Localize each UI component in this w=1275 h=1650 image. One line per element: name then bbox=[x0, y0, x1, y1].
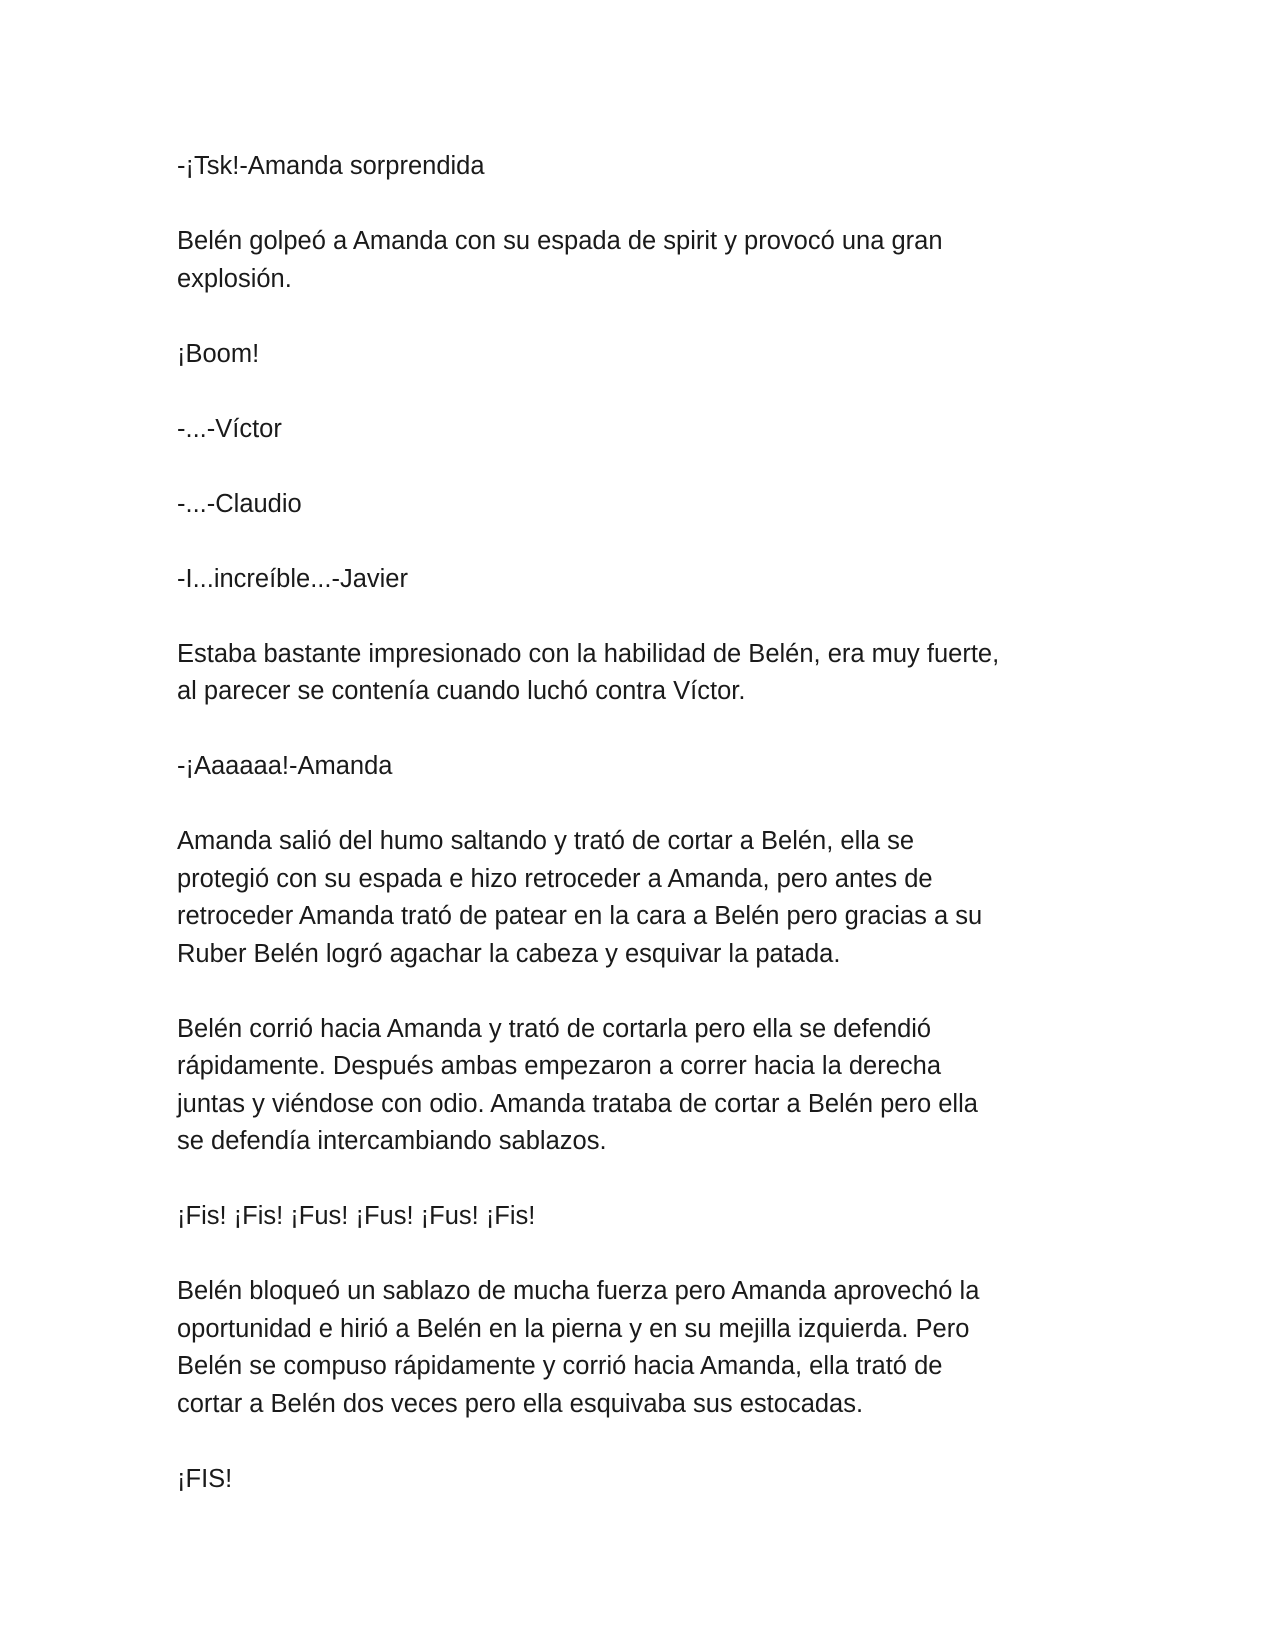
text-line: juntas y viéndose con odio. Amanda trataba de cortar a Belén pero ella bbox=[177, 1089, 978, 1118]
text-line: al parecer se contenía cuando luchó contra Víctor. bbox=[177, 677, 746, 705]
text-line: protegió con su espada e hizo retroceder a Amanda, pero antes de bbox=[177, 864, 933, 893]
text-line: Belén se compuso rápidamente y corrió hacia Amanda, ella trató de bbox=[177, 1352, 943, 1380]
paragraph bbox=[177, 223, 1107, 298]
paragraph bbox=[177, 411, 1107, 449]
text-line: explosión. bbox=[177, 264, 292, 293]
text-line: ¡Fis! ¡Fis! ¡Fus! ¡Fus! ¡Fus! ¡Fis! bbox=[177, 1202, 536, 1230]
paragraph bbox=[177, 1198, 1107, 1236]
paragraph bbox=[177, 1011, 1107, 1161]
text-line: ¡Boom! bbox=[177, 339, 260, 368]
paragraph bbox=[177, 486, 1107, 524]
text-line: retroceder Amanda trató de patear en la cara a Belén pero gracias a su bbox=[177, 902, 983, 930]
text-line: Belén golpeó a Amanda con su espada de spirit y provocó una gran bbox=[177, 227, 943, 255]
document-body bbox=[177, 148, 1107, 1536]
paragraph bbox=[177, 561, 1107, 599]
text-line: -I...increíble...-Javier bbox=[177, 564, 408, 593]
text-line: Amanda salió del humo saltando y trató de cortar a Belén, ella se bbox=[177, 827, 915, 855]
paragraph bbox=[177, 148, 1107, 186]
paragraph bbox=[177, 1461, 1107, 1499]
paragraph bbox=[177, 1273, 1107, 1423]
text-line: cortar a Belén dos veces pero ella esquivaba sus estocadas. bbox=[177, 1389, 864, 1418]
paragraph bbox=[177, 636, 1107, 711]
text-line: Ruber Belén logró agachar la cabeza y esquivar la patada. bbox=[177, 939, 841, 968]
text-line: -...-Víctor bbox=[177, 414, 282, 443]
text-line: ¡FIS! bbox=[177, 1464, 233, 1493]
paragraph bbox=[177, 748, 1107, 786]
paragraph bbox=[177, 336, 1107, 374]
text-line: -...-Claudio bbox=[177, 489, 302, 518]
text-line: oportunidad e hirió a Belén en la pierna y en su mejilla izquierda. Pero bbox=[177, 1314, 970, 1343]
text-line: -¡Tsk!-Amanda sorprendida bbox=[177, 152, 485, 180]
text-line: rápidamente. Después ambas empezaron a correr hacia la derecha bbox=[177, 1052, 942, 1080]
text-line: Belén corrió hacia Amanda y trató de cortarla pero ella se defendió bbox=[177, 1014, 932, 1043]
text-line: Belén bloqueó un sablazo de mucha fuerza pero Amanda aprovechó la bbox=[177, 1277, 980, 1305]
paragraph bbox=[177, 823, 1107, 973]
text-line: se defendía intercambiando sablazos. bbox=[177, 1127, 607, 1155]
text-line: -¡Aaaaaa!-Amanda bbox=[177, 752, 393, 780]
text-line: Estaba bastante impresionado con la habilidad de Belén, era muy fuerte, bbox=[177, 639, 1000, 668]
